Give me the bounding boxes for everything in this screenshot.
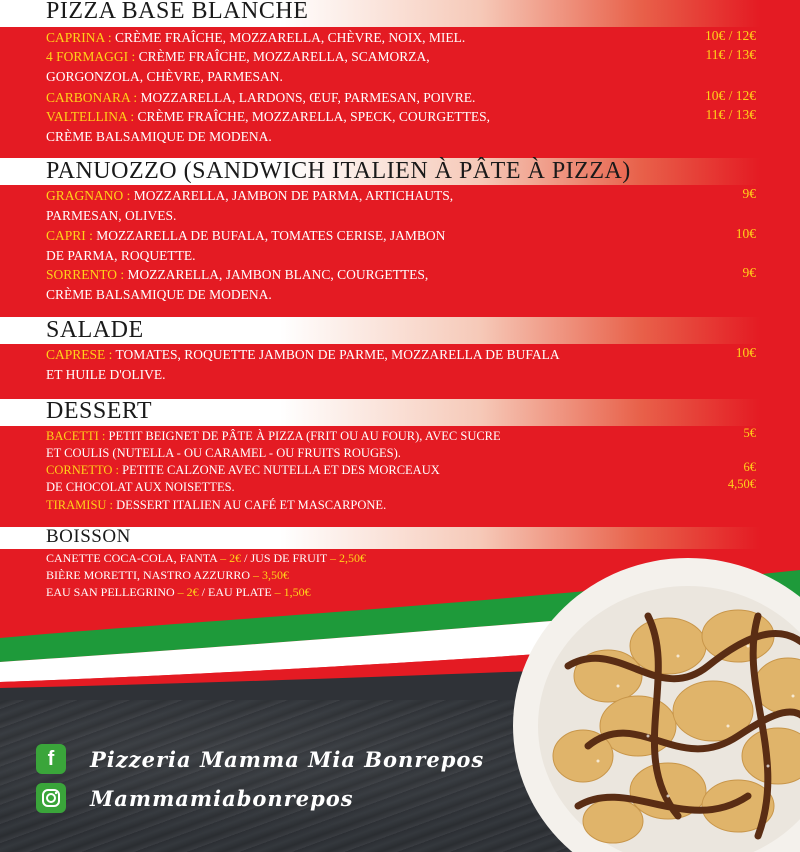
menu-item-tiramisu [46, 497, 386, 514]
instagram-icon[interactable] [36, 783, 66, 813]
facebook-row[interactable] [36, 744, 484, 774]
item-price: 6€ [743, 460, 756, 474]
bacetti-dessert-photo [508, 556, 800, 852]
section-title-boisson: BOISSON [46, 526, 131, 547]
item-desc-2: PARMESAN, OLIVES. [46, 207, 177, 223]
menu-item-bacetti [46, 428, 501, 462]
item-name: SORRENTO : [46, 267, 125, 282]
drink-text: / JUS DE FRUIT [241, 551, 330, 565]
item-desc-2: DE PARMA, ROQUETTE. [46, 247, 196, 263]
drink-price: – 2,50€ [329, 551, 366, 565]
section-title-pizza-blanche: PIZZA BASE BLANCHE [46, 0, 309, 24]
drink-price: – 1,50€ [274, 585, 311, 599]
item-name: 4 FORMAGGI : [46, 49, 136, 64]
item-name: CORNETTO : [46, 463, 120, 477]
item-name: GRAGNANO : [46, 188, 131, 203]
section-title-panuozzo: PANUOZZO (SANDWICH ITALIEN À PÂTE À PIZZA) [46, 158, 631, 184]
item-desc-2: DE CHOCOLAT AUX NOISETTES. [46, 480, 235, 494]
instagram-row[interactable] [36, 783, 354, 813]
menu-item-gragnano [46, 186, 453, 225]
item-desc: MOZZARELLA, LARDONS, ŒUF, PARMESAN, POIVRE. [137, 90, 476, 105]
item-desc: CRÈME FRAÎCHE, MOZZARELLA, SPECK, COURGETTES, [134, 109, 491, 124]
menu-item-cornetto [46, 462, 440, 496]
item-name: CARBONARA : [46, 90, 138, 105]
item-price: 9€ [742, 186, 756, 201]
drink-price: – 3,50€ [253, 568, 289, 582]
section-title-salade: SALADE [46, 317, 144, 343]
item-desc: CRÈME FRAÎCHE, MOZZARELLA, SCAMORZA, [135, 49, 430, 64]
drink-price: – 2€ [177, 585, 199, 599]
item-price: 10€ / 12€ [704, 28, 756, 43]
item-price: 10€ / 12€ [704, 88, 756, 103]
item-desc: PETIT BEIGNET DE PÂTE À PIZZA (FRIT OU AU FOUR), AVEC SUCRE [105, 429, 501, 443]
item-desc-2: ET HUILE D'OLIVE. [46, 366, 166, 382]
menu-item-4-formaggi [46, 47, 430, 86]
item-name: CAPRI : [46, 228, 93, 243]
facebook-text: Pizzeria Mamma Mia Bonrepos [90, 746, 485, 772]
item-price: 11€ / 13€ [705, 107, 756, 122]
item-price: 10€ [735, 345, 756, 360]
item-name: VALTELLINA : [46, 109, 135, 124]
item-desc: DESSERT ITALIEN AU CAFÉ ET MASCARPONE. [113, 498, 387, 512]
menu-item-caprese [46, 345, 560, 384]
item-desc: PETITE CALZONE AVEC NUTELLA ET DES MORCEAUX [119, 463, 440, 477]
item-desc: MOZZARELLA, JAMBON DE PARMA, ARTICHAUTS, [130, 188, 454, 203]
menu-item-valtellina [46, 107, 490, 146]
item-desc: CRÈME FRAÎCHE, MOZZARELLA, CHÈVRE, NOIX, MIEL. [111, 30, 466, 45]
section-title-dessert: DESSERT [46, 398, 153, 424]
item-desc-2: GORGONZOLA, CHÈVRE, PARMESAN. [46, 68, 283, 84]
item-desc: MOZZARELLA, JAMBON BLANC, COURGETTES, [124, 267, 429, 282]
item-price: 4,50€ [727, 477, 756, 491]
item-name: TIRAMISU : [46, 498, 114, 512]
menu-item-sorrento [46, 265, 428, 304]
drink-text: EAU SAN PELLEGRINO [46, 585, 178, 599]
drink-text: BIÈRE MORETTI, NASTRO AZZURRO [46, 568, 253, 582]
item-name: CAPRESE : [46, 347, 113, 362]
item-price: 5€ [743, 426, 756, 440]
item-desc-2: ET COULIS (NUTELLA - OU CARAMEL - OU FRUITS ROUGES). [46, 446, 401, 460]
instagram-text: Mammamiabonrepos [90, 785, 354, 811]
item-name: BACETTI : [46, 429, 106, 443]
facebook-icon[interactable]: f [36, 744, 66, 774]
drink-line [46, 550, 366, 566]
item-desc-2: CRÈME BALSAMIQUE DE MODENA. [46, 128, 272, 144]
drink-text: CANETTE COCA-COLA, FANTA [46, 551, 221, 565]
item-desc: MOZZARELLA DE BUFALA, TOMATES CERISE, JAMBON [92, 228, 446, 243]
drink-price: – 2€ [220, 551, 242, 565]
menu-item-capri [46, 226, 445, 265]
item-price: 9€ [742, 265, 756, 280]
menu-item-carbonara [46, 88, 475, 108]
item-name: CAPRINA : [46, 30, 112, 45]
drink-text: / EAU PLATE [198, 585, 275, 599]
item-desc-2: CRÈME BALSAMIQUE DE MODENA. [46, 286, 272, 302]
item-price: 11€ / 13€ [705, 47, 756, 62]
menu-item-caprina [46, 28, 465, 48]
item-price: 10€ [735, 226, 756, 241]
item-desc: TOMATES, ROQUETTE JAMBON DE PARME, MOZZARELLA DE BUFALA [112, 347, 560, 362]
